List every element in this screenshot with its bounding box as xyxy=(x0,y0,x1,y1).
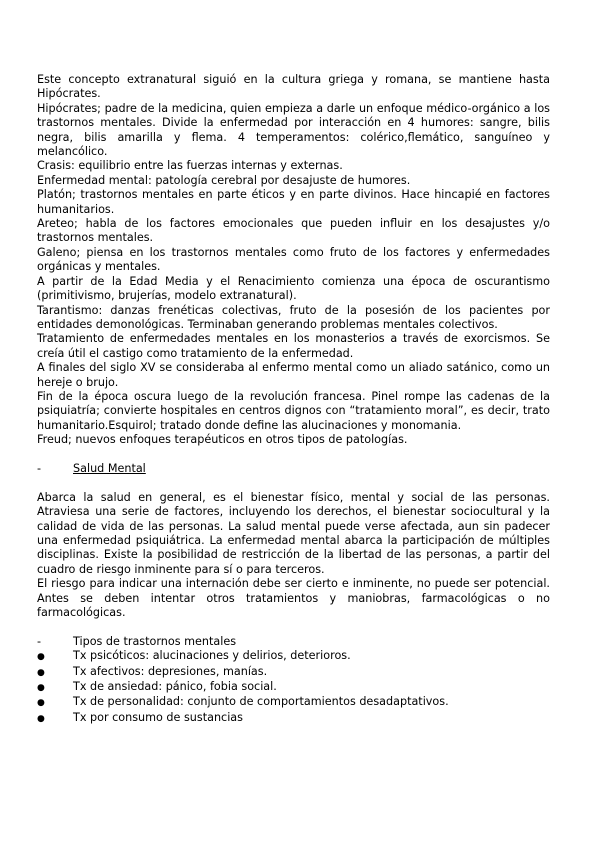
list-header xyxy=(37,635,550,649)
list-item-text: Tx afectivos: depresiones, manías. xyxy=(73,664,268,678)
list-item xyxy=(37,665,550,680)
list-item xyxy=(37,649,550,664)
list-item-text: Tx de ansiedad: pánico, fobia social. xyxy=(73,680,277,694)
paragraph: El riesgo para indicar una internación debe ser cierto e inminente, no puede ser potencial. Antes se deben intentar otros tratamientos y maniobras, farmacológicas o no farmacológicas. xyxy=(37,577,550,619)
bullet-icon: ● xyxy=(37,713,45,724)
paragraph: Este concepto extranatural siguió en la cultura griega y romana, se mantiene hasta Hipócrates. xyxy=(37,73,550,101)
paragraph: Tarantismo: danzas frenéticas colectivas, fruto de la posesión de los pacientes por entidades demonológicas. Terminaban generando problemas mentales colectivos. xyxy=(37,303,550,331)
bullet-icon: ● xyxy=(37,667,45,678)
bullet-icon: ● xyxy=(37,683,45,694)
paragraph: Enfermedad mental: patología cerebral por desajuste de humores. xyxy=(37,173,411,187)
paragraph: A partir de la Edad Media y el Renacimiento comienza una época de oscurantismo (primitivismo, brujerías, modelo extranatural). xyxy=(37,274,550,303)
paragraph: Abarca la salud en general, es el bienestar físico, mental y social de las personas. Atraviesa una serie de factores, incluyendo los derechos, el bienestar sociocultural y la calidad de vida de las personas. La salud mental puede verse afectada, aun sin padecer una enfermedad psiquiátrica. La enfermedad mental abarca la participación de múltiples disciplinas. Existe la posibilidad de restricción de la libertad de las personas, a partir del cuadro de riesgo inminente para sí o para terceros. xyxy=(37,490,550,576)
section-heading-row xyxy=(37,462,550,476)
list-item xyxy=(37,680,550,695)
paragraph: Galeno; piensa en los trastornos mentales como fruto de los factores y enfermedades orgánicas y mentales. xyxy=(37,245,550,274)
list-item-text: Tx de personalidad: conjunto de comportamientos desadaptativos. xyxy=(73,695,449,709)
spacer xyxy=(37,620,550,634)
paragraph: Areteo; habla de los factores emocionales que pueden influir en los desajustes y/o trastornos mentales. xyxy=(37,217,550,245)
list-title: Tipos de trastornos mentales xyxy=(73,634,237,648)
list-item-text: Tx por consumo de sustancias xyxy=(73,710,243,724)
section-heading: Salud Mental xyxy=(73,461,146,475)
spacer xyxy=(37,476,550,490)
list-item-text: Tx psicóticos: alucinaciones y delirios, deterioros. xyxy=(73,649,351,663)
bullet-list xyxy=(37,649,550,726)
paragraph: Freud; nuevos enfoques terapéuticos en otros tipos de patologías. xyxy=(37,433,408,447)
paragraph: Platón; trastornos mentales en parte éticos y en parte divinos. Hace hincapié en factores humanitarios. xyxy=(37,188,550,216)
list-item xyxy=(37,695,550,710)
paragraph: A finales del siglo XV se consideraba al enfermo mental como un aliado satánico, como un hereje o brujo. xyxy=(37,361,550,389)
bullet-icon: ● xyxy=(37,698,45,709)
list-item xyxy=(37,711,550,726)
bullet-icon: ● xyxy=(37,652,45,663)
spacer xyxy=(37,448,550,462)
document-body xyxy=(37,73,550,726)
paragraph: Tratamiento de enfermedades mentales en los monasterios a través de exorcismos. Se creía útil el castigo como tratamiento de la enfermedad. xyxy=(37,332,550,360)
dash-marker: - xyxy=(37,461,42,475)
dash-marker: - xyxy=(37,634,42,648)
paragraph: Crasis: equilibrio entre las fuerzas internas y externas. xyxy=(37,159,343,173)
paragraph: Hipócrates; padre de la medicina, quien empieza a darle un enfoque médico-orgánico a los trastornos mentales. Divide la enfermedad por interacción en 4 humores: sangre, bilis negra, bilis amarilla y flema. 4 temperamentos: colérico,flemático, sanguíneo y melancólico. xyxy=(37,101,550,159)
paragraph: Fin de la época oscura luego de la revolución francesa. Pinel rompe las cadenas de la psiquiatría; convierte hospitales en centros dignos con “tratamiento moral”, es decir, trato humanitario.Esquirol; tratado donde define las alucinaciones y monomania. xyxy=(37,389,550,432)
